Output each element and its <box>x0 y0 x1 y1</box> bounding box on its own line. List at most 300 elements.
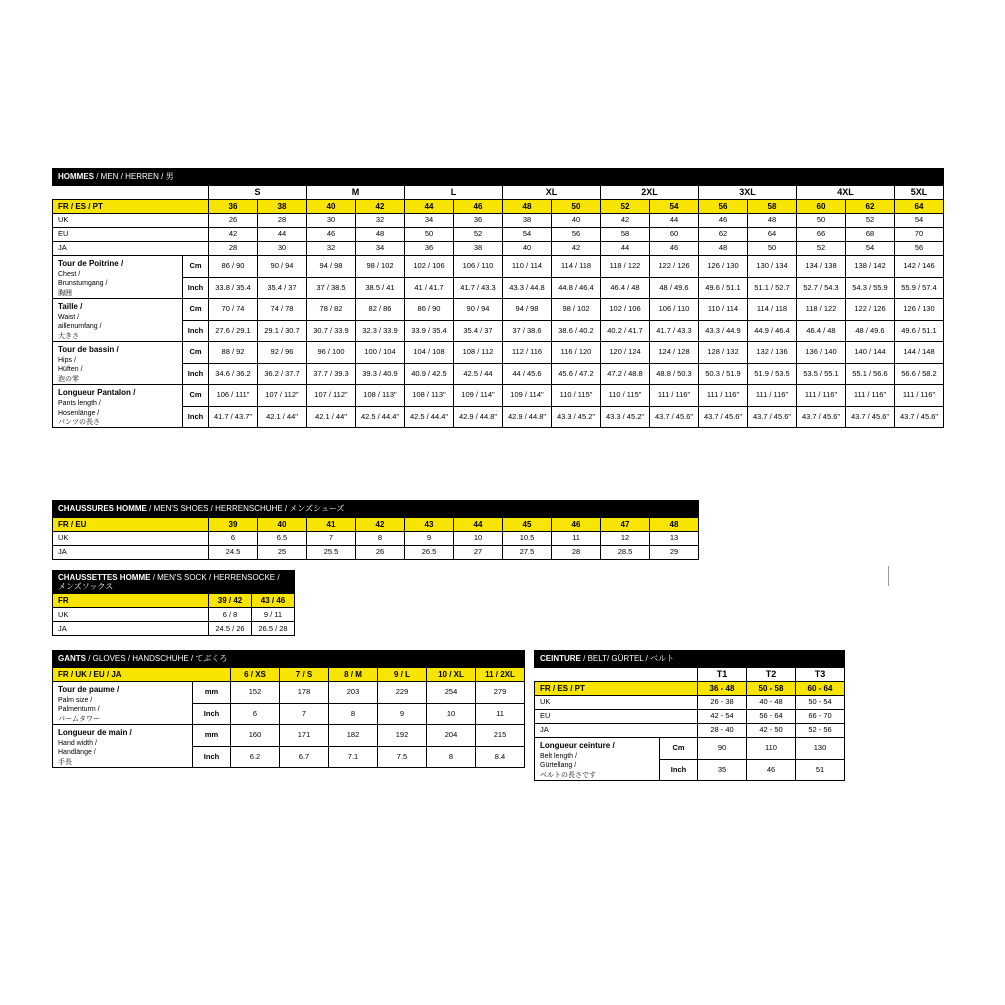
unit-label: Cm <box>183 299 209 321</box>
cell: 6 / 8 <box>209 608 252 622</box>
cell: 44 / 45.6 <box>503 363 552 385</box>
cell: 52 <box>797 242 846 256</box>
cell: 28.5 <box>601 546 650 560</box>
row-label: JA <box>53 546 209 560</box>
cell: 42 <box>356 518 405 532</box>
cell: 52 <box>601 200 650 214</box>
cell: 54 <box>650 200 699 214</box>
measure-label: Tour de bassin / Hips / Hüften / 泡の零 <box>53 342 183 385</box>
cell: 110 / 114 <box>699 299 748 321</box>
cell: 152 <box>231 682 280 704</box>
cell: 279 <box>476 682 525 704</box>
cell: 90 / 94 <box>454 299 503 321</box>
belt-header-bold: CEINTURE <box>540 654 581 664</box>
unit-label: mm <box>193 682 231 704</box>
cell: 48.8 / 50.3 <box>650 363 699 385</box>
row-label: EU <box>535 710 698 724</box>
row-label: JA <box>53 242 209 256</box>
cell: 48 / 49.6 <box>846 320 895 342</box>
cell: 43.7 / 45.6" <box>650 406 699 428</box>
cell: 38.6 / 40.2 <box>552 320 601 342</box>
cell: 8.4 <box>476 746 525 768</box>
cell: 102 / 106 <box>405 256 454 278</box>
cell: 86 / 90 <box>405 299 454 321</box>
cell: 66 - 70 <box>796 710 845 724</box>
mens-shoes-table <box>52 500 699 560</box>
cell: 62 <box>699 228 748 242</box>
cell: 56 <box>895 242 944 256</box>
cell: 24.5 / 26 <box>209 622 252 636</box>
cell: 43.3 / 45.2" <box>552 406 601 428</box>
cell: 46 <box>307 228 356 242</box>
unit-label: Inch <box>183 277 209 299</box>
men-size-table <box>52 168 944 428</box>
cell: 43.7 / 45.6" <box>895 406 944 428</box>
row-label: JA <box>535 724 698 738</box>
cell: 9 / L <box>378 668 427 682</box>
cell: 110 / 115" <box>552 385 601 407</box>
table-row <box>53 518 699 532</box>
cell: 34 <box>356 242 405 256</box>
socks-header-bold: CHAUSSETTES HOMME <box>58 573 151 582</box>
cell: 144 / 148 <box>895 342 944 364</box>
belt-table <box>534 650 845 781</box>
cell: 192 <box>378 725 427 747</box>
cell: 41.7 / 43.7" <box>209 406 258 428</box>
cell: 203 <box>329 682 378 704</box>
unit-label: Cm <box>660 738 698 760</box>
measure-label: Taille / Waist / aillenumfang / 大きさ <box>53 299 183 342</box>
cell: 254 <box>427 682 476 704</box>
cell: 96 / 100 <box>307 342 356 364</box>
cell: 44.9 / 46.4 <box>748 320 797 342</box>
cell: 8 / M <box>329 668 378 682</box>
cell: 29 <box>650 546 699 560</box>
cell: 27.6 / 29.1 <box>209 320 258 342</box>
cell: 50 <box>748 242 797 256</box>
row-label: UK <box>535 696 698 710</box>
row-label: FR / ES / PT <box>535 682 698 696</box>
measure-label: Tour de paume / Palm size / Palmenturm / パームタワー <box>53 682 193 725</box>
cell: 41 <box>307 518 356 532</box>
cell: 50 - 58 <box>747 682 796 696</box>
decorative-rule <box>888 566 889 586</box>
cell: 42.5 / 44 <box>454 363 503 385</box>
belt-table-block <box>534 650 845 781</box>
table-row <box>53 594 295 608</box>
row-label: UK <box>53 608 209 622</box>
cell: 58 <box>601 228 650 242</box>
cell: 47 <box>601 518 650 532</box>
cell: 30.7 / 33.9 <box>307 320 356 342</box>
cell: 42 <box>356 200 405 214</box>
cell: 41.7 / 43.3 <box>650 320 699 342</box>
cell: 27.5 <box>503 546 552 560</box>
cell: 11 <box>476 703 525 725</box>
cell: 10 <box>427 703 476 725</box>
cell: 39.3 / 40.9 <box>356 363 405 385</box>
table-row <box>535 682 845 696</box>
belt-size-group: T2 <box>747 668 796 682</box>
measure-row-cm <box>53 256 944 278</box>
cell: 48 <box>356 228 405 242</box>
unit-label: Inch <box>660 759 698 781</box>
cell: 56 <box>552 228 601 242</box>
cell: 47.2 / 48.8 <box>601 363 650 385</box>
cell: 51.9 / 53.5 <box>748 363 797 385</box>
row-label: EU <box>53 228 209 242</box>
cell: 24.5 <box>209 546 258 560</box>
cell: 48 <box>699 242 748 256</box>
measure-row-cm <box>53 342 944 364</box>
cell: 50 <box>405 228 454 242</box>
cell: 116 / 120 <box>552 342 601 364</box>
cell: 98 / 102 <box>356 256 405 278</box>
cell: 7.5 <box>378 746 427 768</box>
cell: 37 / 38.6 <box>503 320 552 342</box>
shoes-header-bar <box>53 501 699 518</box>
mens-socks-table-block <box>52 570 295 636</box>
cell: 82 / 86 <box>356 299 405 321</box>
cell: 124 / 128 <box>650 342 699 364</box>
cell: 56 - 64 <box>747 710 796 724</box>
cell: 126 / 130 <box>895 299 944 321</box>
cell: 40 <box>307 200 356 214</box>
cell: 42.9 / 44.8" <box>503 406 552 428</box>
cell: 108 / 112 <box>454 342 503 364</box>
cell: 90 / 94 <box>258 256 307 278</box>
men-header-bar <box>53 169 944 186</box>
cell: 171 <box>280 725 329 747</box>
cell: 42.5 / 44.4" <box>405 406 454 428</box>
cell: 48 <box>650 518 699 532</box>
table-row <box>53 668 525 682</box>
cell: 46.4 / 48 <box>797 320 846 342</box>
cell: 9 <box>405 532 454 546</box>
cell: 88 / 92 <box>209 342 258 364</box>
cell: 111 / 116" <box>650 385 699 407</box>
men-header-bold: HOMMES <box>58 172 94 182</box>
cell: 128 / 132 <box>699 342 748 364</box>
cell: 60 <box>650 228 699 242</box>
men-size-table-block <box>52 168 944 428</box>
cell: 38 <box>503 214 552 228</box>
cell: 46.4 / 48 <box>601 277 650 299</box>
gloves-header-bar <box>53 651 525 668</box>
cell: 104 / 108 <box>405 342 454 364</box>
cell: 33.9 / 35.4 <box>405 320 454 342</box>
cell: 111 / 116" <box>846 385 895 407</box>
cell: 40 - 48 <box>747 696 796 710</box>
cell: 10.5 <box>503 532 552 546</box>
cell: 70 <box>895 228 944 242</box>
cell: 36 <box>209 200 258 214</box>
mens-socks-table <box>52 570 295 636</box>
cell: 39 / 42 <box>209 594 252 608</box>
socks-header-rest: / MEN'S SOCK / HERRENSOCKE / メンズソックス <box>58 573 280 592</box>
cell: 43.7 / 45.6" <box>846 406 895 428</box>
cell: 102 / 106 <box>601 299 650 321</box>
gloves-header-bold: GANTS <box>58 654 86 664</box>
cell: 54 <box>846 242 895 256</box>
cell: 38 <box>454 242 503 256</box>
unit-label: mm <box>193 725 231 747</box>
cell: 30 <box>258 242 307 256</box>
cell: 33.8 / 35.4 <box>209 277 258 299</box>
cell: 9 / 11 <box>252 608 295 622</box>
cell: 42.1 / 44" <box>258 406 307 428</box>
cell: 13 <box>650 532 699 546</box>
cell: 92 / 96 <box>258 342 307 364</box>
measure-label: Longueur Pantalon / Pants length / Hosenlänge / パンツの長さ <box>53 385 183 428</box>
cell: 60 <box>797 200 846 214</box>
cell: 6 <box>231 703 280 725</box>
cell: 25.5 <box>307 546 356 560</box>
table-row <box>53 228 944 242</box>
measure-row-inch <box>53 320 944 342</box>
cell: 52 <box>454 228 503 242</box>
cell: 52 - 56 <box>796 724 845 738</box>
cell: 42 <box>209 228 258 242</box>
cell: 110 <box>747 738 796 760</box>
cell: 44.8 / 46.4 <box>552 277 601 299</box>
cell: 62 <box>846 200 895 214</box>
cell: 132 / 136 <box>748 342 797 364</box>
cell: 46 <box>699 214 748 228</box>
cell: 40.2 / 41.7 <box>601 320 650 342</box>
cell: 42.1 / 44" <box>307 406 356 428</box>
measure-label: Tour de Poitrine / Chest / Brunstumgang / 胸囲 <box>53 256 183 299</box>
cell: 55.9 / 57.4 <box>895 277 944 299</box>
row-label: FR / EU <box>53 518 209 532</box>
unit-label: Inch <box>193 746 231 768</box>
men-header-rest: / MEN / HERREN / 男 <box>96 172 174 182</box>
cell: 7 <box>280 703 329 725</box>
cell: 27 <box>454 546 503 560</box>
cell: 46 <box>552 518 601 532</box>
cell: 41 / 41.7 <box>405 277 454 299</box>
cell: 42 - 50 <box>747 724 796 738</box>
cell: 11 / 2XL <box>476 668 525 682</box>
cell: 32.3 / 33.9 <box>356 320 405 342</box>
cell: 26 <box>356 546 405 560</box>
cell: 114 / 118 <box>552 256 601 278</box>
cell: 11 <box>552 532 601 546</box>
unit-label: Cm <box>183 256 209 278</box>
cell: 53.5 / 55.1 <box>797 363 846 385</box>
cell: 111 / 116" <box>797 385 846 407</box>
cell: 52.7 / 54.3 <box>797 277 846 299</box>
cell: 51 <box>796 759 845 781</box>
unit-label: Cm <box>183 342 209 364</box>
cell: 48 <box>503 200 552 214</box>
men-size-group: M <box>307 186 405 200</box>
cell: 42.5 / 44.4" <box>356 406 405 428</box>
cell: 44 <box>405 200 454 214</box>
cell: 6 <box>209 532 258 546</box>
cell: 46 <box>747 759 796 781</box>
measure-row-cm <box>53 385 944 407</box>
cell: 36.2 / 37.7 <box>258 363 307 385</box>
cell: 32 <box>356 214 405 228</box>
table-row <box>53 546 699 560</box>
table-row <box>535 724 845 738</box>
cell: 54.3 / 55.9 <box>846 277 895 299</box>
cell: 30 <box>307 214 356 228</box>
cell: 26 <box>209 214 258 228</box>
cell: 140 / 144 <box>846 342 895 364</box>
unit-label: Inch <box>183 406 209 428</box>
cell: 36 <box>405 242 454 256</box>
cell: 138 / 142 <box>846 256 895 278</box>
cell: 7 / S <box>280 668 329 682</box>
cell: 52 <box>846 214 895 228</box>
measure-row-inch <box>53 277 944 299</box>
cell: 130 <box>796 738 845 760</box>
cell: 35 <box>698 759 747 781</box>
gloves-header-rest: / GLOVES / HANDSCHUHE / てぶくろ <box>88 654 228 664</box>
measure-row-mm <box>53 682 525 704</box>
cell: 118 / 122 <box>797 299 846 321</box>
cell: 110 / 115" <box>601 385 650 407</box>
cell: 37 / 38.5 <box>307 277 356 299</box>
cell: 54 <box>895 214 944 228</box>
cell: 50.3 / 51.9 <box>699 363 748 385</box>
cell: 26.5 <box>405 546 454 560</box>
cell: 7 <box>307 532 356 546</box>
cell: 43.3 / 44.8 <box>503 277 552 299</box>
table-row <box>535 710 845 724</box>
cell: 110 / 114 <box>503 256 552 278</box>
cell: 28 <box>258 214 307 228</box>
cell: 40 <box>258 518 307 532</box>
cell: 122 / 126 <box>846 299 895 321</box>
cell: 12 <box>601 532 650 546</box>
cell: 43.7 / 45.6" <box>699 406 748 428</box>
measure-row-cm <box>53 299 944 321</box>
cell: 45 <box>503 518 552 532</box>
socks-header-bar <box>53 571 295 594</box>
cell: 215 <box>476 725 525 747</box>
unit-label: Inch <box>183 320 209 342</box>
cell: 64 <box>748 228 797 242</box>
cell: 90 <box>698 738 747 760</box>
row-label: FR / UK / EU / JA <box>53 668 231 682</box>
men-size-group: 2XL <box>601 186 699 200</box>
cell: 100 / 104 <box>356 342 405 364</box>
cell: 35.4 / 37 <box>258 277 307 299</box>
cell: 29.1 / 30.7 <box>258 320 307 342</box>
cell: 42.9 / 44.8" <box>454 406 503 428</box>
cell: 56.6 / 58.2 <box>895 363 944 385</box>
cell: 38 <box>258 200 307 214</box>
cell: 50 - 54 <box>796 696 845 710</box>
cell: 42 - 54 <box>698 710 747 724</box>
cell: 118 / 122 <box>601 256 650 278</box>
row-label: UK <box>53 532 209 546</box>
cell: 178 <box>280 682 329 704</box>
cell: 38.5 / 41 <box>356 277 405 299</box>
cell: 60 - 64 <box>796 682 845 696</box>
belt-size-group: T1 <box>698 668 747 682</box>
cell: 42 <box>552 242 601 256</box>
men-size-group: 4XL <box>797 186 895 200</box>
cell: 46 <box>650 242 699 256</box>
cell: 58 <box>748 200 797 214</box>
cell: 78 / 82 <box>307 299 356 321</box>
cell: 40 <box>503 242 552 256</box>
cell: 43.3 / 45.2" <box>601 406 650 428</box>
cell: 94 / 98 <box>307 256 356 278</box>
table-row <box>53 622 295 636</box>
cell: 64 <box>895 200 944 214</box>
cell: 28 - 40 <box>698 724 747 738</box>
cell: 55.1 / 56.6 <box>846 363 895 385</box>
table-row <box>53 200 944 214</box>
cell: 32 <box>307 242 356 256</box>
measure-label: Longueur ceinture / Belt length / Gürtellang / ベルトの長さです <box>535 738 660 781</box>
cell: 160 <box>231 725 280 747</box>
unit-label: Inch <box>183 363 209 385</box>
cell: 43.7 / 45.6" <box>748 406 797 428</box>
cell: 54 <box>503 228 552 242</box>
cell: 229 <box>378 682 427 704</box>
unit-label: Inch <box>193 703 231 725</box>
cell: 41.7 / 43.3 <box>454 277 503 299</box>
cell: 26.5 / 28 <box>252 622 295 636</box>
cell: 43 <box>405 518 454 532</box>
cell: 204 <box>427 725 476 747</box>
cell: 9 <box>378 703 427 725</box>
measure-row-inch <box>53 363 944 385</box>
cell: 111 / 116" <box>748 385 797 407</box>
cell: 44 <box>650 214 699 228</box>
cell: 136 / 140 <box>797 342 846 364</box>
cell: 111 / 116" <box>895 385 944 407</box>
cell: 34.6 / 36.2 <box>209 363 258 385</box>
gloves-table-block <box>52 650 525 768</box>
cell: 51.1 / 52.7 <box>748 277 797 299</box>
cell: 111 / 116" <box>699 385 748 407</box>
table-row <box>53 214 944 228</box>
cell: 48 / 49.6 <box>650 277 699 299</box>
table-row <box>53 532 699 546</box>
cell: 44 <box>454 518 503 532</box>
cell: 37.7 / 39.3 <box>307 363 356 385</box>
row-label: FR / ES / PT <box>53 200 209 214</box>
cell: 6.5 <box>258 532 307 546</box>
cell: 40 <box>552 214 601 228</box>
cell: 46 <box>454 200 503 214</box>
cell: 28 <box>209 242 258 256</box>
cell: 8 <box>356 532 405 546</box>
gloves-table <box>52 650 525 768</box>
cell: 50 <box>797 214 846 228</box>
cell: 112 / 116 <box>503 342 552 364</box>
cell: 134 / 138 <box>797 256 846 278</box>
measure-row-inch <box>53 406 944 428</box>
belt-size-group: T3 <box>796 668 845 682</box>
cell: 106 / 110 <box>454 256 503 278</box>
cell: 44 <box>601 242 650 256</box>
cell: 66 <box>797 228 846 242</box>
cell: 126 / 130 <box>699 256 748 278</box>
cell: 42 <box>601 214 650 228</box>
cell: 10 / XL <box>427 668 476 682</box>
cell: 130 / 134 <box>748 256 797 278</box>
cell: 56 <box>699 200 748 214</box>
cell: 26 - 38 <box>698 696 747 710</box>
